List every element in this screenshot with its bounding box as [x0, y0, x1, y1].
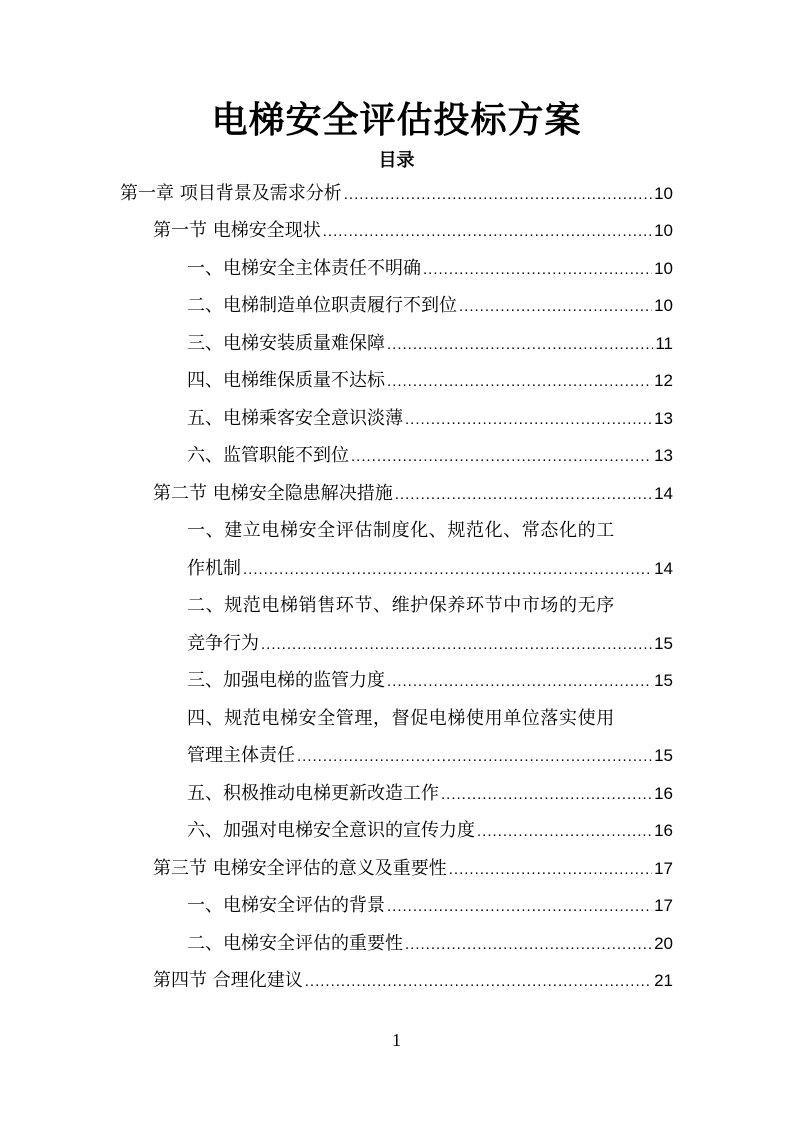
toc-leader-dots — [387, 663, 652, 700]
toc-entry-label: 六、加强对电梯安全意识的宣传力度 — [187, 820, 475, 841]
toc-entry-label: 三、电梯安装质量难保障 — [187, 333, 385, 354]
toc-entry-label: 五、积极推动电梯更新改造工作 — [187, 783, 439, 804]
toc-entry-section-1-2[interactable] — [153, 475, 673, 512]
toc-leader-dots — [459, 288, 652, 325]
toc-entry-wrapped-first-line[interactable]: 四、规范电梯安全管理，督促电梯使用单位落实使用 — [187, 708, 615, 729]
toc-entry-page: 16 — [654, 821, 673, 840]
toc-entry-page: 13 — [654, 409, 673, 428]
toc-entry-label: 二、电梯安全评估的重要性 — [187, 933, 403, 954]
toc-entry[interactable] — [187, 887, 673, 924]
toc-entry-page: 17 — [654, 859, 673, 878]
toc-entry-page: 10 — [654, 296, 673, 315]
toc-entry-label: 第二节 电梯安全隐患解决措施 — [153, 483, 393, 504]
toc-entry-label: 第三节 电梯安全评估的意义及重要性 — [153, 858, 447, 879]
toc-entry-wrapped-continuation[interactable] — [187, 625, 673, 662]
toc-entry-label: 作机制 — [187, 558, 241, 579]
toc-entry[interactable] — [187, 287, 673, 324]
toc-leader-dots — [387, 888, 652, 925]
toc-entry-wrapped-first-line[interactable]: 一、建立电梯安全评估制度化、规范化、常态化的工 — [187, 520, 615, 541]
toc-entry-page: 17 — [654, 896, 673, 915]
toc-entry-page: 15 — [654, 671, 673, 690]
toc-entry[interactable] — [187, 925, 673, 962]
toc-leader-dots — [243, 551, 652, 588]
toc-leader-dots — [477, 813, 652, 850]
toc-entry-label: 一、电梯安全主体责任不明确 — [187, 258, 421, 279]
toc-entry-label: 第一节 电梯安全现状 — [153, 220, 321, 241]
toc-leader-dots — [423, 251, 652, 288]
toc-leader-dots — [387, 326, 653, 363]
toc-leader-dots — [323, 213, 652, 250]
toc-leader-dots — [387, 363, 652, 400]
toc-entry-page: 13 — [654, 446, 673, 465]
toc-entry-wrapped-first-line[interactable]: 二、规范电梯销售环节、维护保养环节中市场的无序 — [187, 595, 615, 616]
toc-leader-dots — [405, 926, 652, 963]
toc-entry[interactable] — [187, 662, 673, 699]
toc-entry-wrapped-continuation[interactable] — [187, 737, 673, 774]
toc-entry-label: 第一章 项目背景及需求分析 — [120, 183, 342, 204]
toc-entry[interactable] — [187, 400, 673, 437]
toc-entry-label: 六、监管职能不到位 — [187, 445, 349, 466]
toc-leader-dots — [395, 476, 652, 513]
toc-heading: 目录 — [378, 150, 415, 171]
page-number: 1 — [392, 1030, 401, 1050]
toc-entry-page: 12 — [654, 371, 673, 390]
toc-leader-dots — [441, 776, 652, 813]
toc-entry-label: 五、电梯乘客安全意识淡薄 — [187, 408, 403, 429]
toc-entry-section-1-4[interactable] — [153, 962, 673, 999]
toc-entry[interactable] — [187, 812, 673, 849]
toc-entry-page: 14 — [654, 559, 673, 578]
document-title: 电梯安全评估投标方案 — [211, 100, 582, 141]
toc-entry-page: 21 — [654, 971, 673, 990]
toc-entry-page: 15 — [654, 746, 673, 765]
toc-leader-dots — [344, 176, 652, 213]
toc-entry-page: 20 — [654, 934, 673, 953]
toc-entry-label: 二、电梯制造单位职责履行不到位 — [187, 295, 457, 316]
toc-entry-page: 10 — [654, 221, 673, 240]
toc-entry-page: 10 — [654, 184, 673, 203]
toc-leader-dots — [305, 963, 652, 1000]
toc-entry-wrapped-continuation[interactable] — [187, 550, 673, 587]
toc-entry[interactable] — [187, 362, 673, 399]
toc-entry-section-1-3[interactable] — [153, 850, 673, 887]
toc-entry-section-1-1[interactable] — [153, 212, 673, 249]
toc-entry-label: 管理主体责任 — [187, 745, 295, 766]
toc-entry-page: 16 — [654, 784, 673, 803]
toc-leader-dots — [261, 626, 652, 663]
toc-entry[interactable] — [187, 437, 673, 474]
toc-entry-label: 竞争行为 — [187, 633, 259, 654]
toc-entry-label: 第四节 合理化建议 — [153, 970, 303, 991]
toc-leader-dots — [449, 851, 652, 888]
toc-entry[interactable] — [187, 250, 673, 287]
toc-entry-chapter-1[interactable] — [120, 175, 673, 212]
toc-leader-dots — [297, 738, 652, 775]
toc-entry-page: 15 — [654, 634, 673, 653]
toc-entry-label: 一、电梯安全评估的背景 — [187, 895, 385, 916]
toc-leader-dots — [405, 401, 652, 438]
toc-entry-label: 四、电梯维保质量不达标 — [187, 370, 385, 391]
toc-entry[interactable] — [187, 775, 673, 812]
toc-entry-page: 14 — [654, 484, 673, 503]
toc-entry-label: 三、加强电梯的监管力度 — [187, 670, 385, 691]
toc-leader-dots — [351, 438, 652, 475]
toc-entry-page: 10 — [654, 259, 673, 278]
toc-entry-page: 11 — [655, 334, 673, 353]
toc-entry[interactable] — [187, 325, 673, 362]
